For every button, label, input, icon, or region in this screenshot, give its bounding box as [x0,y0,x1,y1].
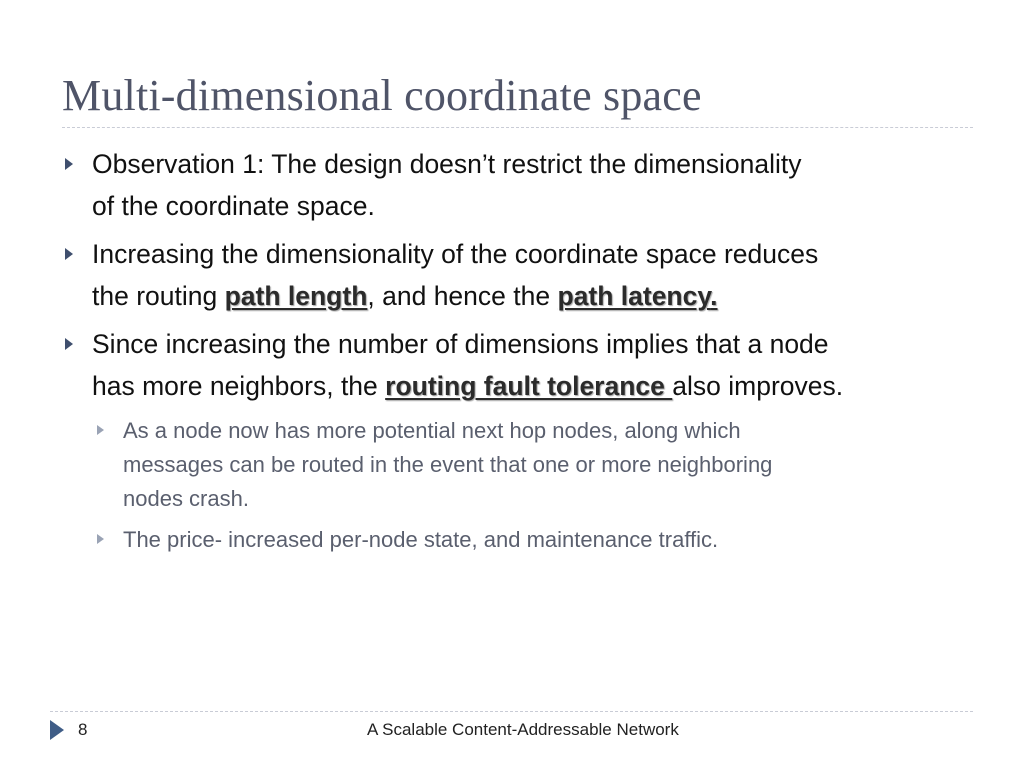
bullet-text-line [92,365,843,407]
page-number: 8 [78,720,88,739]
sub-bullet-text-line: As a node now has more potential next hop nodes, along which [123,418,741,443]
bullet-dimensionality [92,233,818,317]
path-latency-link-period[interactable]: . [710,281,718,311]
sub-bullet-text-line: The price- increased per-node state, and maintenance traffic. [123,527,719,552]
bullet-fault-tolerance [92,323,843,407]
title-divider [62,127,973,128]
footer-divider [50,711,973,712]
sub-bullet-triangle-icon [97,534,104,544]
bullet-text-fragment: also improves. [672,371,844,401]
bullet-text-fragment: has more neighbors, the [92,371,386,401]
bullet-text-line: Observation 1: The design doesn’t restrict the dimensionality [92,149,802,179]
path-latency-link[interactable] [557,281,717,311]
sub-bullet-text-line: nodes crash. [123,486,249,511]
sub-bullet-next-hop [123,414,772,516]
bullet-observation [92,143,802,227]
path-length-link[interactable]: path length [224,281,368,311]
sub-bullet-price [123,523,718,557]
bullet-triangle-icon [65,338,73,350]
footer-presentation-title: A Scalable Content-Addressable Network [367,720,679,739]
sub-bullet-triangle-icon [97,425,104,435]
bullet-text-fragment: the routing [92,281,225,311]
bullet-text-line: Since increasing the number of dimensions implies that a node [92,329,829,359]
slide-title: Multi-dimensional coordinate space [62,71,702,120]
bullet-text-line: of the coordinate space. [92,191,375,221]
routing-fault-tolerance-link[interactable]: routing fault tolerance [385,371,673,401]
bullet-text-line: Increasing the dimensionality of the coordinate space reduces [92,239,819,269]
bullet-triangle-icon [65,248,73,260]
path-latency-link-text[interactable]: path latency [557,281,711,311]
sub-bullet-text-line: messages can be routed in the event that one or more neighboring [123,452,773,477]
bullet-text-fragment: , and hence the [367,281,558,311]
bullet-text-line [92,275,818,317]
bullet-triangle-icon [65,158,73,170]
footer-triangle-icon [50,720,64,740]
